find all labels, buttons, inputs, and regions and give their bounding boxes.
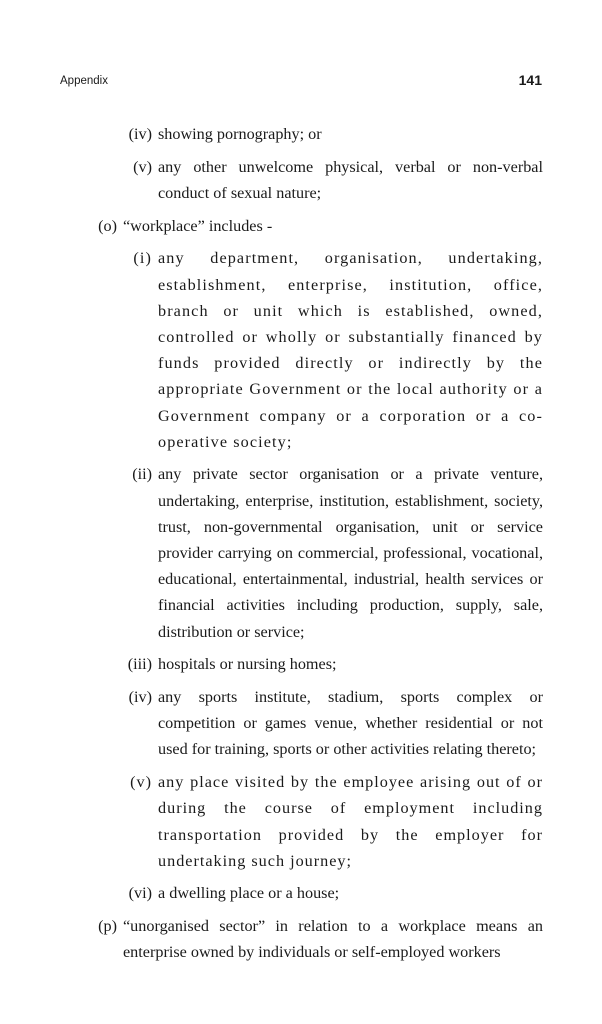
clause-text: any department, organisation, undertaking, establishment, enterprise, institution, office, branch or unit which is established, owned, controlled or wholly or substantially financed by funds provided directly or indirectly by the appropriate Government or the local authority or a Government company or a corporation or a co-operative society; [158,249,543,451]
clause-p [98,913,543,965]
page-header [60,72,542,92]
clause-o-i [133,245,543,455]
clause-number: (v) [133,157,152,176]
running-header: Appendix [60,75,108,87]
clause-text: “unorganised sector” in relation to a workplace means an enterprise owned by individuals or self-employed workers [123,917,543,962]
clause-number: (iv) [128,688,152,707]
clause-n-v [133,154,543,206]
clause-number: (v) [130,773,152,792]
clause-text: a dwelling place or a house; [158,884,340,903]
clause-o-vi [128,880,543,906]
clause-o-iv [128,684,543,763]
clause-o-v [130,769,543,874]
clause-number: (iv) [128,125,152,143]
clause-number: (vi) [128,884,152,903]
clause-text: “workplace” includes - [123,216,273,235]
clause-text: any other unwelcome physical, verbal or non-verbal conduct of sexual nature; [158,157,543,202]
clause-text: any place visited by the employee arising out of or during the course of employment including transportation provided by the employer for undertaking such journey; [158,773,543,870]
clause-text: showing pornography; or [158,125,322,143]
clause-text: any private sector organisation or a private venture, undertaking, enterprise, institution, establishment, society, trust, non-governmental organisation, unit or service provider carrying on commercial, professional, vocational, educational, entertainmental, industrial, health services or financial activities including production, supply, sale, distribution or service; [158,465,543,641]
clause-o-iii [127,651,543,677]
clause-text: hospitals or nursing homes; [158,655,337,674]
clause-text: any sports institute, stadium, sports complex or competition or games venue, whether residential or not used for training, sports or other activities relating thereto; [158,688,543,759]
clause-number: (p) [98,917,117,936]
clause-o-ii [132,461,543,644]
clause-n-iv [128,121,543,147]
clause-number: (i) [133,249,152,268]
clause-o [98,213,543,239]
clause-number: (o) [98,216,117,235]
page-number: 141 [518,72,542,88]
clause-number: (iii) [127,655,152,674]
page-body [0,121,602,966]
clause-number: (ii) [132,465,152,484]
